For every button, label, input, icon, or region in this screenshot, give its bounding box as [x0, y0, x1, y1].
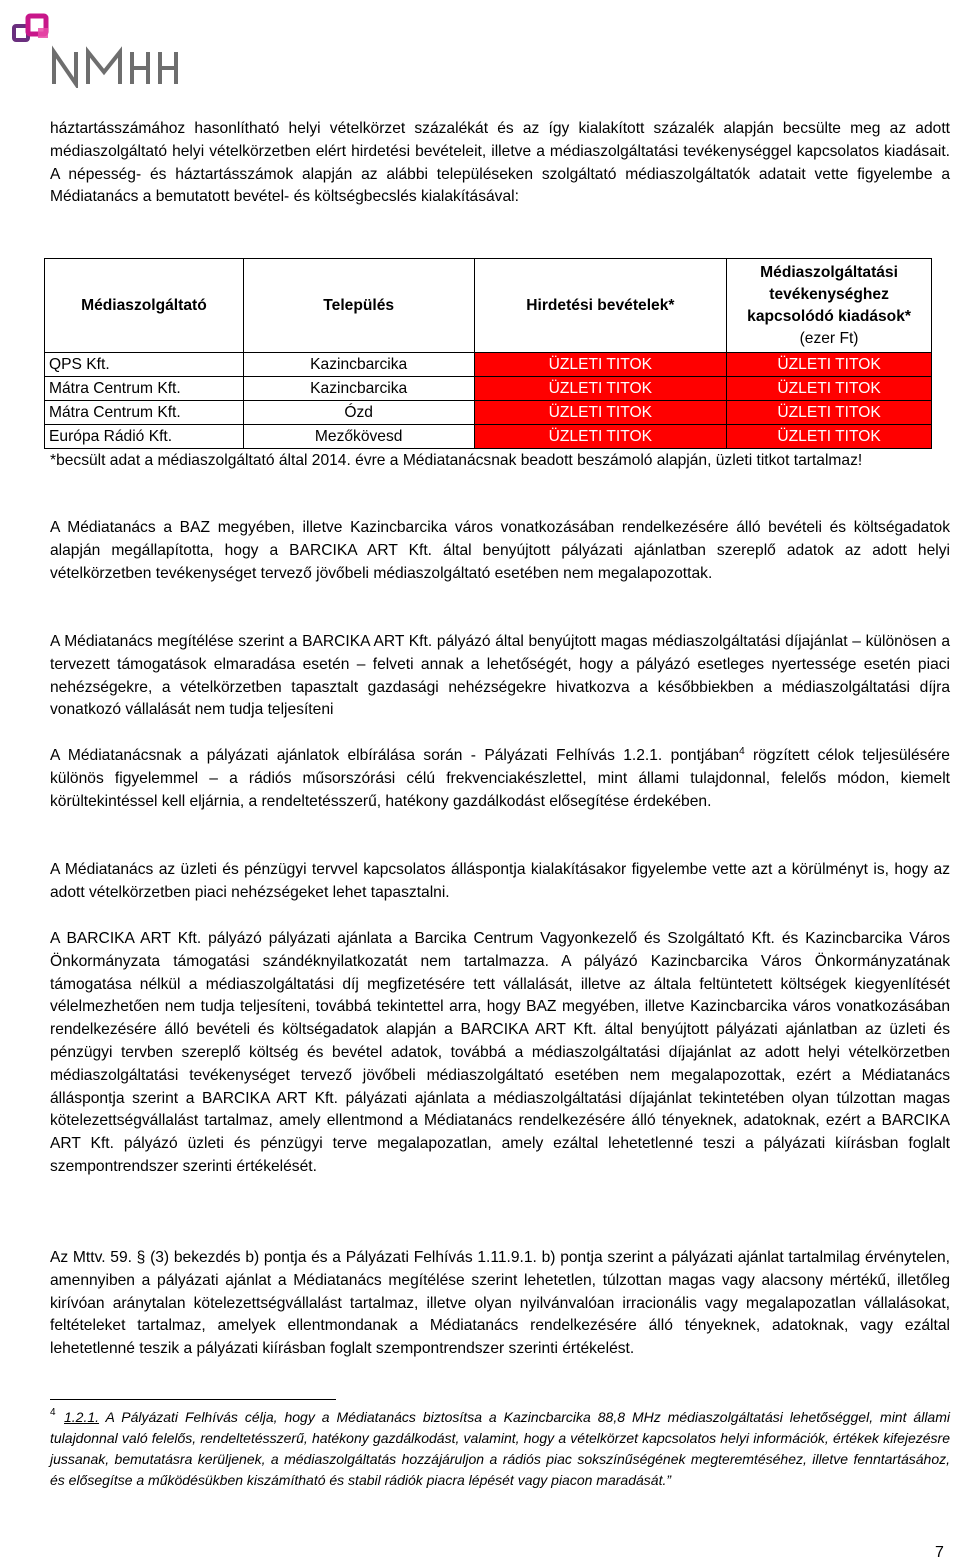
paragraph-mttv-rule: Az Mttv. 59. § (3) bekezdés b) pontja és a Pályázati Felhívás 1.11.9.1. b) pontja szerint a pályázati ajánlat tartalmilag érvénytelen, amennyiben a pályázati ajánlat a Médiatanács megítélése szerint lehetetlen, túlzottan magas vagy alacsony mértékű, illetőleg kirívóan aránytalan kötelezettségvállalást tartalmaz, illetve olyan nyilvánvalóan irracionális vagy megalapozatlan vállalásokat, feltételeket tartalmaz, amelyek ellentmondanak a Médiatanács rendelkezésére álló tényeknek, adatoknak, vagy ezáltal lehetetlenné teszik a pályázati kiírásban foglalt szempontrendszer szerinti értékelést.	[50, 1249, 950, 1358]
paragraph-market-difficulties: A Médiatanács az üzleti és pénzügyi tervvel kapcsolatos álláspontja kialakításakor figyelembe vette azt a körülményt is, hogy az adott vételkörzetben piaci nehézségeket lehet tapasztalni.	[50, 861, 950, 901]
paragraph-evaluation-goals-start: A Médiatanácsnak a pályázati ajánlatok elbírálása során - Pályázati Felhívás 1.2.1. pontjában	[50, 747, 740, 764]
intro-paragraph: háztartásszámához hasonlítható helyi vételkörzet százalékát és az így kialakított százalék alapján becsülte meg az adott médiaszolgáltató helyi vételkörzetben elért hirdetési bevételeit, illetve a médiaszolgáltatási tevékenységgel kapcsolatos kiadásait. A népesség- és háztartásszámok alapján az alábbi településeken szolgáltató médiaszolgáltatók adatait vette figyelembe a Médiatanács a bemutatott bevétel- és költségbecslés kialakításával:	[50, 120, 950, 206]
cell-revenue-secret: ÜZLETI TITOK	[474, 401, 727, 425]
header-provider: Médiaszolgáltató	[45, 259, 244, 353]
cell-provider: QPS Kft.	[45, 353, 244, 377]
paragraph-barcika-bid: A BARCIKA ART Kft. pályázó pályázati ajánlata a Barcika Centrum Vagyonkezelő és Szolgáltató Kft. és Kazincbarcika Város Önkormányzata támogatási szándéknyilatkozatát nem tartalmazza. A pályázó Kazincbarcika Város Önkormányzatának támogatása nélkül a médiaszolgáltatási díj megfizetésére tett vállalását, illetve az általa feltüntetett költségek kiegyenlítését vélelmezhetően nem tudja teljesíteni, továbbá tekintettel arra, hogy BAZ megyében, illetve Kazincbarcika város vonatkozásában rendelkezésére álló bevételi és költségadatok alapján a BARCIKA ART Kft. által benyújtott pályázati ajánlatban az üzleti és pénzügyi tervben szereplő költség és bevétel adatok, továbbá a médiaszolgáltatási díjajánlat az adott helyi vételkörzetben médiaszolgáltatási tevékenységet tervező jövőbeli médiaszolgáltató esetében nem megalapozottak, ezért a Médiatanács álláspontja szerint a BARCIKA ART Kft. pályázati ajánlata a médiaszolgáltatási díjajánlat tekintetében olyan túlzottan magas kötelezettségvállalást tartalmaz, amely ellentmond a Médiatanács rendelkezésére álló tényeknek, adatoknak, ezért a BARCIKA ART Kft. pályázó üzleti és pénzügyi terve megalapozatlan, amely ezáltal lehetetlenné teszi a pályázati kiírásban foglalt szempontrendszer szerinti értékelését.	[50, 930, 950, 1175]
table-row	[45, 401, 932, 425]
cell-expenses-secret: ÜZLETI TITOK	[727, 353, 932, 377]
table-header-row	[45, 259, 932, 353]
media-provider-table	[44, 258, 932, 449]
header-town: Település	[243, 259, 474, 353]
cell-expenses-secret: ÜZLETI TITOK	[727, 425, 932, 449]
cell-town: Mezőkövesd	[243, 425, 474, 449]
paragraph-bid-assessment: A Médiatanács megítélése szerint a BARCIKA ART Kft. pályázó által benyújtott magas médiaszolgáltatási díjajánlat – különösen a tervezett támogatások elmaradása esetén – felveti annak a lehetőségét, hogy a pályázó esetleges nyertessége esetén piaci nehézségekre, a vételkörzetben tapasztalt gazdasági nehézségekre hivatkozva a későbbiekben a médiaszolgáltatási díjra vonatkozó vállalását nem tudja teljesíteni	[50, 633, 950, 719]
table-row	[45, 377, 932, 401]
cell-revenue-secret: ÜZLETI TITOK	[474, 353, 727, 377]
table-footnote-note: *becsült adat a médiaszolgáltató által 2014. évre a Médiatanácsnak beadott beszámoló alapján, üzleti titkot tartalmaz!	[50, 452, 863, 469]
table-row	[45, 353, 932, 377]
cell-expenses-secret: ÜZLETI TITOK	[727, 377, 932, 401]
nmhh-logo	[10, 6, 180, 88]
header-expenses-label: Médiaszolgáltatási tevékenységhez kapcsolódó kiadások*	[747, 263, 911, 325]
header-expenses	[727, 259, 932, 353]
cell-town: Kazincbarcika	[243, 377, 474, 401]
table-row	[45, 425, 932, 449]
page-number: 7	[935, 1544, 944, 1561]
paragraph-baz-assessment: A Médiatanács a BAZ megyében, illetve Kazincbarcika város vonatkozásában rendelkezésére álló bevételi és költségadatok alapján megállapította, hogy a BARCIKA ART Kft. által benyújtott pályázati ajánlatban szereplő adatok az adott helyi vételkörzetben tevékenységet tervező jövőbeli médiaszolgáltató esetében nem megalapozottak.	[50, 519, 950, 582]
footnote-divider	[50, 1399, 336, 1400]
footnote-ref: 1.2.1.	[64, 1409, 100, 1425]
cell-provider: Európa Rádió Kft.	[45, 425, 244, 449]
header-revenue: Hirdetési bevételek*	[474, 259, 727, 353]
header-expenses-unit: (ezer Ft)	[799, 329, 859, 347]
cell-revenue-secret: ÜZLETI TITOK	[474, 377, 727, 401]
cell-town: Kazincbarcika	[243, 353, 474, 377]
cell-revenue-secret: ÜZLETI TITOK	[474, 425, 727, 449]
cell-expenses-secret: ÜZLETI TITOK	[727, 401, 932, 425]
footnote-text: A Pályázati Felhívás célja, hogy a Médiatanács biztosítsa a Kazincbarcika 88,8 MHz médiaszolgáltatási lehetőséggel, mint állami tulajdonnal való felelős, rendeltetésszerű, hatékony gazdálkodást, valamint, hogy a vételkörzet kapcsolatos helyi információk, értékek kifejezésre jussanak, bemutatásra kerüljenek, a médiaszolgáltatás hozzájáruljon a rádiós piac sokszínűségének megteremtéséhez, illetve fenntartásához, és elősegítse a működésükben kiszámítható és stabil rádiók piacra lépését vagy piacon maradását.”	[50, 1409, 950, 1488]
footnote	[50, 1407, 950, 1491]
footnote-number: 4	[50, 1407, 56, 1418]
paragraph-evaluation-goals-end: rögzített célok teljesülésére különös figyelemmel – a rádiós műsorszórási célú frekvenciakészlettel, mint állami tulajdonnal, felelős módon, kiemelt körültekintéssel kell eljárnia, a rendeltetésszerű, hatékony gazdálkodást elősegítése érdekében.	[50, 747, 950, 810]
cell-provider: Mátra Centrum Kft.	[45, 377, 244, 401]
paragraph-evaluation-goals	[50, 745, 950, 813]
cell-provider: Mátra Centrum Kft.	[45, 401, 244, 425]
footnote-reference: 4	[739, 745, 745, 757]
cell-town: Ózd	[243, 401, 474, 425]
